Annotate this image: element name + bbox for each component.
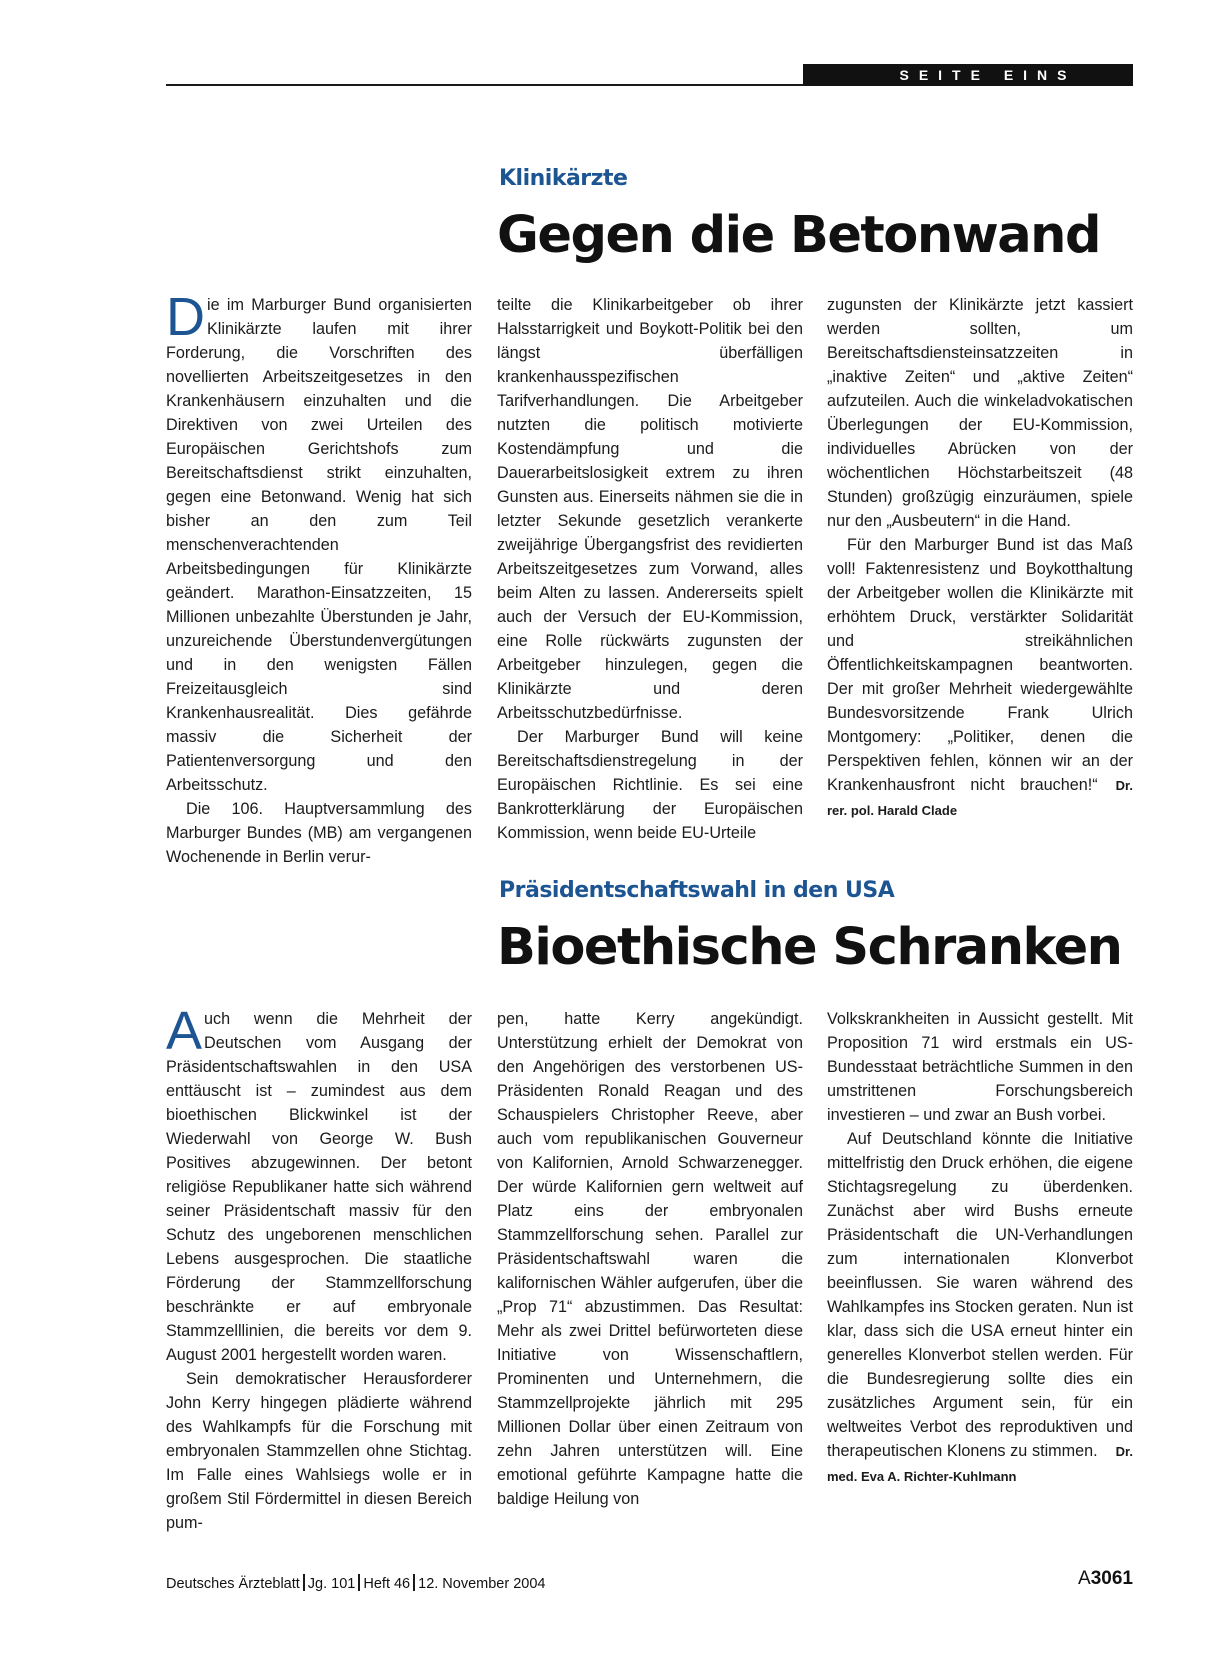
article2-col1-text-1: uch wenn die Mehrheit der Deutschen vom Ausgang der Präsidentschaftswahlen in den USA enttäuscht ist – zumindest aus dem bioethischen Blickwinkel ist der Wiederwahl von George W. Bush Positives abzugewinnen. Der betont religiöse Republikaner hatte sich während seiner Präsidentschaft massiv für den Schutz des ungeborenen menschlichen Lebens ausgesprochen. Die staatliche Förderung der Stammzellforschung beschränkte er auf embryonale Stammzelllinien, die bereits vor dem 9. August 2001 hergestellt worden waren.	[166, 1010, 472, 1364]
article2-col3-text-2	[827, 1127, 1133, 1489]
footer-divider	[358, 1574, 360, 1591]
section-label	[803, 64, 1133, 86]
article2-column-3	[827, 1007, 1133, 1547]
page-footer	[166, 1570, 1133, 1596]
article1-column-3	[827, 293, 1133, 818]
footer-divider	[413, 1574, 415, 1591]
footer-journal: Deutsches Ärzteblatt	[166, 1576, 300, 1592]
article1-column-2	[497, 293, 803, 842]
article2-paragraph	[166, 1001, 472, 1367]
article2-col2-text-1: pen, hatte Kerry angekündigt. Unterstützung erhielt der Demokrat von den Angehörigen des verstorbenen US-Präsidenten Ronald Reagan und des Schauspielers Christopher Reeve, aber auch vom republikanischen Gouverneur von Kalifornien, Arnold Schwarzenegger. Der würde Kalifornien gern weltweit auf Platz eins der embryonalen Stammzellforschung sehen. Parallel zur Präsidentschaftswahl waren die kalifornischen Wähler aufgerufen, über die „Prop 71“ abzustimmen. Das Resultat: Mehr als zwei Drittel befürworteten diese Initiative von Wissenschaftlern, Prominenten und Unternehmern, die Stammzellprojekte jährlich mit 295 Millionen Dollar über einen Zeitraum von zehn Jahren unterstützen will. Eine emotional geführte Kampagne hatte die baldige Heilung von	[497, 1010, 803, 1508]
footer-date: 12. November 2004	[418, 1576, 546, 1592]
article1-paragraph	[166, 287, 472, 797]
article1-col1-text-2: Die 106. Hauptversammlung des Marburger Bundes (MB) am vergangenen Wochenende in Berlin verur-	[166, 800, 472, 866]
article1-author: Dr. rer. pol. Harald Clade	[827, 778, 1133, 818]
article1-column-1	[166, 287, 472, 866]
footer-citation	[166, 1574, 545, 1592]
article2-kicker: Präsidentschaftswahl in den USA	[499, 878, 895, 903]
article2-col3-text-1: Volkskrankheiten in Aussicht gestellt. Mit Proposition 71 wird erstmals ein US-Bundesstaat beträchtliche Summen in den umstrittenen Forschungsbereich investieren – und zwar an Bush vorbei.	[827, 1010, 1133, 1124]
article2-column-1	[166, 1001, 472, 1547]
article1-kicker: Klinikärzte	[499, 166, 628, 191]
article2-col3-text-2-body: Auf Deutschland könnte die Initiative mittelfristig den Druck erhöhen, die eigene Stichtagsregelung zu überdenken. Zunächst aber wird Bushs erneute Präsidentschaft die UN-Verhandlungen zum internationalen Klonverbot beeinflussen. Sie waren während des Wahlkampfes ins Stocken geraten. Nun ist klar, dass sich die USA erneut hinter ein generelles Klonverbot stellen werden. Für die Bundesregierung sollte dies ein zusätzliches Argument sein, für ein weltweites Verbot des reproduktiven und therapeutischen Klonens zu stimmen.	[827, 1130, 1133, 1460]
article1-title: Gegen die Betonwand	[497, 206, 1100, 265]
footer-volume: Jg. 101	[307, 1576, 356, 1592]
article1-col3-text-2-body: Für den Marburger Bund ist das Maß voll! Faktenresistenz und Boykotthaltung der Arbeitgeber wollen die Klinikärzte mit erhöhtem Druck, verstärkter Solidarität und streikähnlichen Öffentlichkeitskampagnen beantworten. Der mit großer Mehrheit wiedergewählte Bundesvorsitzende Frank Ulrich Montgomery: „Politiker, denen die Perspektiven fehlen, können wir an der Krankenhausfront nicht brauchen!“	[827, 536, 1133, 794]
section-label-text: SEITE EINS	[899, 67, 1077, 83]
footer-divider	[303, 1574, 305, 1591]
article1-dropcap: D	[166, 287, 205, 347]
article1-col3-text-1: zugunsten der Klinikärzte jetzt kassiert werden sollten, um Bereitschaftsdiensteinsatzzeiten in „inaktive Zeiten“ und „aktive Zeiten“ aufzuteilen. Auch die winkeladvokatischen Überlegungen der EU-Kommission, individuelles Abrücken von der wöchentlichen Höchstarbeitszeit (48 Stunden) großzügig einzuräumen, spiele nur den „Ausbeutern“ in die Hand.	[827, 296, 1133, 530]
article1-col3-text-2	[827, 533, 1133, 823]
page-number	[1078, 1568, 1133, 1590]
page-prefix: A	[1078, 1568, 1091, 1589]
article1-col2-text-1: teilte die Klinikarbeitgeber ob ihrer Halsstarrigkeit und Boykott-Politik bei den längst überfälligen krankenhausspezifischen Tarifverhandlungen. Die Arbeitgeber nutzten die politisch motivierte Kostendämpfung und die Dauerarbeitslosigkeit extrem zu ihren Gunsten aus. Einerseits nähmen sie die in letzter Sekunde gesetzlich verankerte zweijährige Übergangsfrist des revidierten Arbeitszeitgesetzes zum Vorwand, alles beim Alten zu lassen. Andererseits spielt auch der Versuch der EU-Kommission, eine Rolle rückwärts zugunsten der Arbeitgeber hinzulegen, gegen die Klinikärzte und deren Arbeitsschutzbedürfnisse.	[497, 296, 803, 722]
page-number-value: 3061	[1090, 1568, 1133, 1589]
article2-dropcap: A	[166, 1001, 203, 1061]
article1-col2-text-2: Der Marburger Bund will keine Bereitschaftsdienstregelung in der Europäischen Richtlinie. Es sei eine Bankrotterklärung der Europäischen Kommission, wenn beide EU-Urteile	[497, 728, 803, 842]
article2-author: Dr. med. Eva A. Richter-Kuhlmann	[827, 1444, 1133, 1484]
article1-col1-text-1: ie im Marburger Bund organisierten Klinikärzte laufen mit ihrer Forderung, die Vorschriften des novellierten Arbeitszeitgesetzes in den Krankenhäusern einzuhalten und die Direktiven von zwei Urteilen des Europäischen Gerichtshofs zum Bereitschaftsdienst strikt einzuhalten, gegen eine Betonwand. Wenig hat sich bisher an den zum Teil menschenverachtenden Arbeitsbedingungen für Klinikärzte geändert. Marathon-Einsatzzeiten, 15 Millionen unbezahlte Überstunden je Jahr, unzureichende Überstundenvergütungen und in den wenigsten Fällen Freizeitausgleich sind Krankenhausrealität. Dies gefährde massiv die Sicherheit der Patientenversorgung und den Arbeitsschutz.	[166, 296, 472, 794]
article2-col1-text-2: Sein demokratischer Herausforderer John Kerry hingegen plädierte während des Wahlkampfs für die Forschung mit embryonalen Stammzellen ohne Stichtag. Im Falle eines Wahlsiegs wolle er in großem Stil Fördermittel in diesen Bereich pum-	[166, 1370, 472, 1532]
footer-issue: Heft 46	[363, 1576, 411, 1592]
article2-column-2	[497, 1007, 803, 1547]
article2-title: Bioethische Schranken	[497, 918, 1122, 977]
